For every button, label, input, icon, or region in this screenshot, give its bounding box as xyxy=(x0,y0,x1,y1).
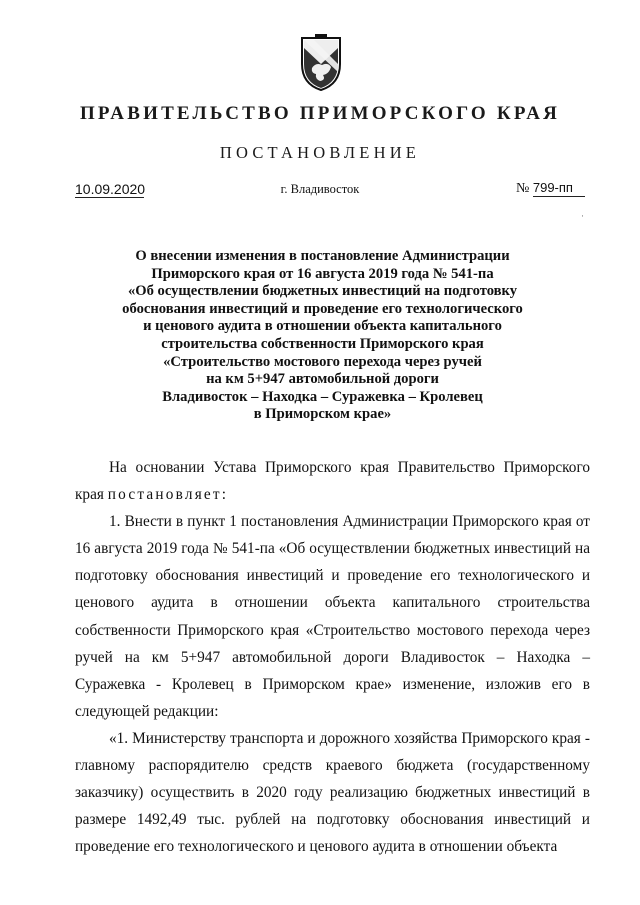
subject-line: Владивосток – Находка – Суражевка – Кролевец xyxy=(162,388,483,405)
document-type: ПОСТАНОВЛЕНИЕ xyxy=(219,143,421,162)
subject-line: на км 5+947 автомобильной дороги xyxy=(206,371,439,388)
document-date: 10.09.2020 xyxy=(75,181,146,197)
body-paragraph-preamble xyxy=(75,454,590,508)
subject-line: в Приморском крае» xyxy=(253,406,392,423)
preamble-text: На основании Устава Приморского края Правительство Приморского края xyxy=(75,459,590,504)
document-subject xyxy=(96,248,549,424)
document-city: г. Владивосток xyxy=(280,182,360,196)
subject-line: и ценового аудита в отношении объекта капитального xyxy=(143,318,502,335)
margin-mark: · xyxy=(581,211,584,221)
resolves-word: постановляет: xyxy=(107,486,229,504)
subject-line: строительства собственности Приморского края xyxy=(161,335,484,352)
number-value: 799-пп xyxy=(533,180,585,197)
coat-of-arms-icon xyxy=(298,34,344,92)
number-prefix: № xyxy=(516,181,530,196)
subject-line: «Об осуществлении бюджетных инвестиций на подготовку xyxy=(127,283,518,300)
government-title: ПРАВИТЕЛЬСТВО ПРИМОРСКОГО КРАЯ xyxy=(79,103,561,124)
body-paragraph-new-wording: «1. Министерству транспорта и дорожного хозяйства Приморского края - главному распорядителю средств краевого бюджета (государственному заказчику) осуществить в 2020 году реализацию бюджетных инвестиций в размере 1492,49 тыс. рублей на подготовку обоснования инвестиций и проведение его технологического и ценового аудита в отношении объекта xyxy=(75,729,590,856)
subject-line: О внесении изменения в постановление Администрации xyxy=(135,248,510,264)
document-number xyxy=(516,180,585,197)
subject-line: Приморского края от 16 августа 2019 года № 541-па xyxy=(151,265,494,282)
body-paragraph-item-1: 1. Внести в пункт 1 постановления Администрации Приморского края от 16 августа 2019 года № 541-па «Об осуществлении бюджетных инвестиций на подготовку обоснования инвестиций и проведение его технологического и ценового аудита в отношении объекта капитального строительства собственности Приморского края «Строительство мостового перехода через ручей на км 5+947 автомобильной дороги Владивосток – Находка – Суражевка - Кролевец в Приморском крае» изменение, изложив его в следующей редакции: xyxy=(75,513,590,720)
subject-line: «Строительство мостового перехода через ручей xyxy=(163,353,482,370)
subject-line: обоснования инвестиций и проведение его технологического xyxy=(122,300,523,317)
document-body xyxy=(75,454,590,860)
